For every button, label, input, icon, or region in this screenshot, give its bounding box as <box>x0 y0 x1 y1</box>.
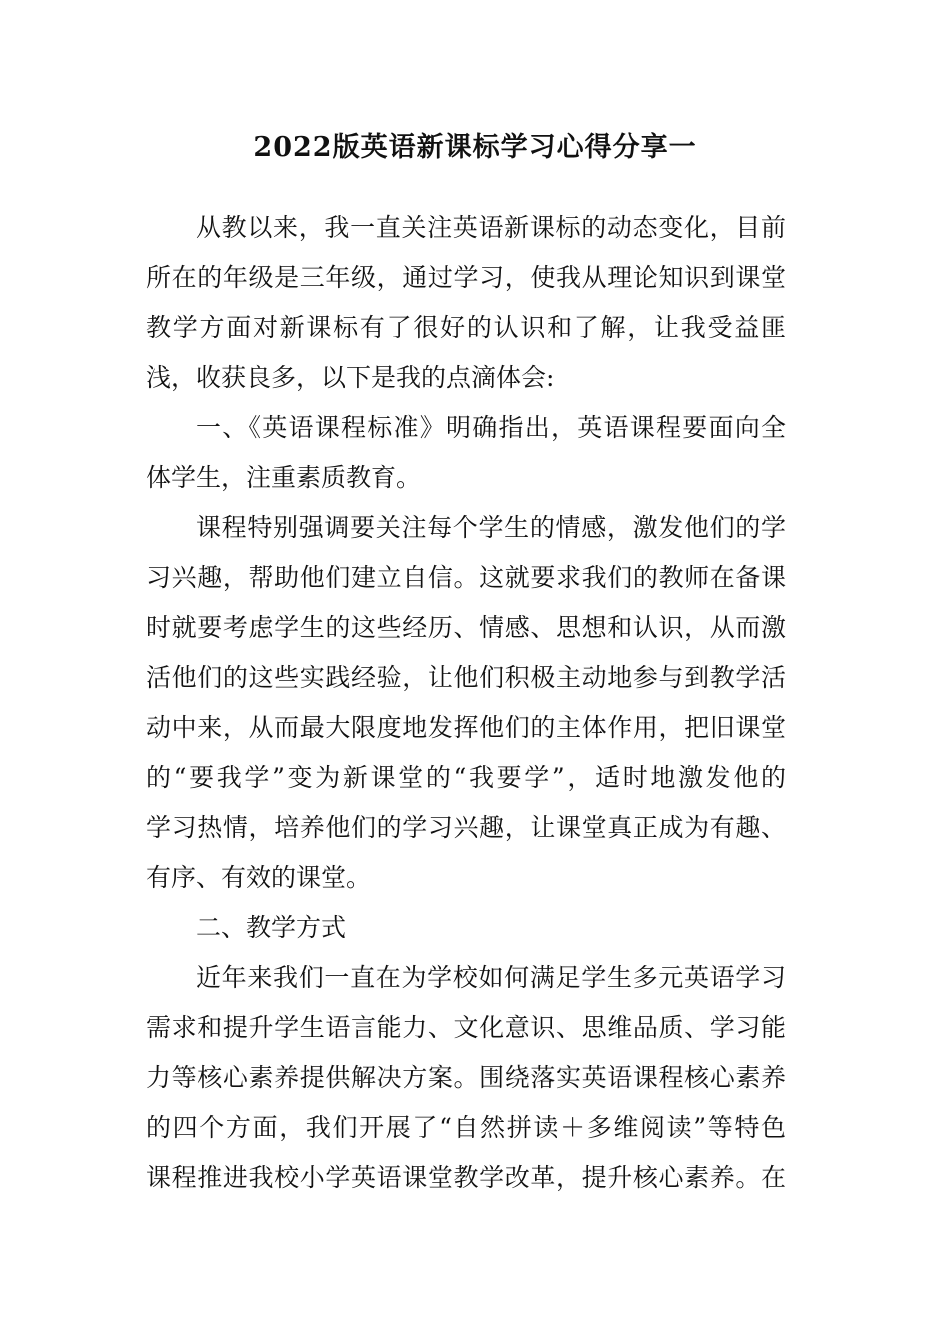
text-line: 力等核心素养提供解决方案。围绕落实英语课程核心素养 <box>146 1063 786 1092</box>
text-line: 教学方面对新课标有了很好的认识和了解，让我受益匪 <box>146 313 786 342</box>
text-line: 有序、有效的课堂。 <box>146 863 372 892</box>
text-line: 课程推进我校小学英语课堂教学改革，提升核心素养。在 <box>146 1163 786 1192</box>
text-line: 所在的年级是三年级，通过学习，使我从理论知识到课堂 <box>146 263 786 292</box>
text-line: 动中来，从而最大限度地发挥他们的主体作用，把旧课堂 <box>146 713 786 742</box>
document-title: 2022版英语新课标学习心得分享一 <box>253 132 697 163</box>
text-line: 活他们的这些实践经验，让他们积极主动地参与到教学活 <box>146 663 786 692</box>
text-line: 二、教学方式 <box>196 913 347 942</box>
text-line: 的四个方面，我们开展了“自然拼读＋多维阅读”等特色 <box>146 1113 786 1142</box>
text-line: 时就要考虑学生的这些经历、情感、思想和认识，从而激 <box>146 613 786 642</box>
text-line: 课程特别强调要关注每个学生的情感，激发他们的学 <box>196 513 786 542</box>
text-line: 学习热情，培养他们的学习兴趣，让课堂真正成为有趣、 <box>146 813 786 842</box>
text-line: 近年来我们一直在为学校如何满足学生多元英语学习 <box>196 963 786 992</box>
text-line: 体学生，注重素质教育。 <box>146 463 422 492</box>
text-line: 从教以来，我一直关注英语新课标的动态变化，目前 <box>196 213 786 242</box>
text-line: 习兴趣，帮助他们建立自信。这就要求我们的教师在备课 <box>146 563 786 592</box>
text-line: 一、《英语课程标准》明确指出，英语课程要面向全 <box>196 413 786 442</box>
text-line: 浅，收获良多，以下是我的点滴体会: <box>146 363 555 392</box>
text-line: 需求和提升学生语言能力、文化意识、思维品质、学习能 <box>146 1013 786 1042</box>
document-body <box>146 203 786 1203</box>
text-line: 的“要我学”变为新课堂的“我要学”，适时地激发他的 <box>146 763 786 792</box>
